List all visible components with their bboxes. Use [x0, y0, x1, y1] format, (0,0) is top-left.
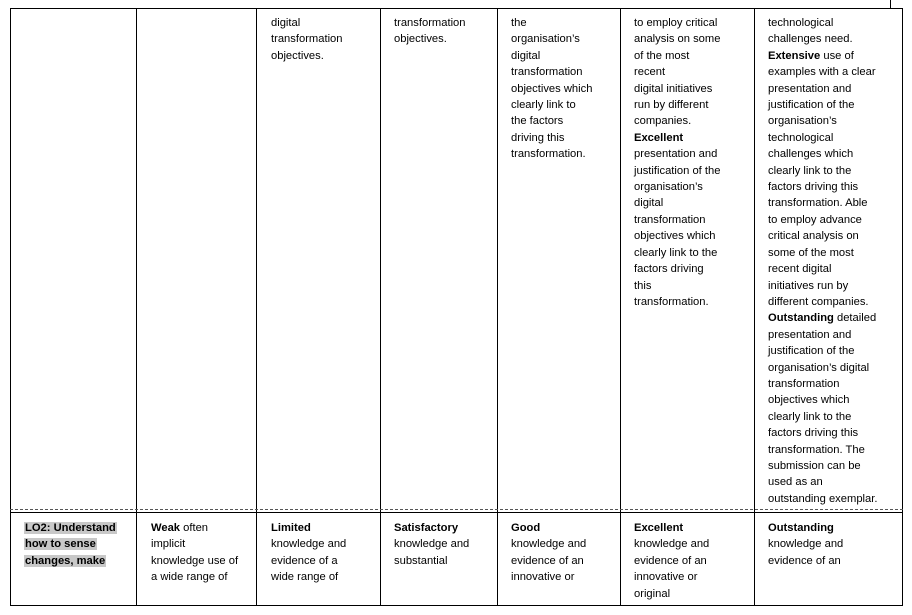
text-line-mixed [768, 310, 877, 326]
text-line: technological [768, 17, 834, 29]
text-line: organisation’s [768, 115, 837, 128]
text-line: justification of the [768, 99, 855, 112]
text-line: outstanding exemplar. [768, 492, 878, 505]
text-line: factors driving this [768, 427, 859, 440]
margin-mark [890, 0, 891, 8]
table-bottom-border [10, 605, 903, 606]
text-line: some of the most [768, 246, 854, 259]
text-line: examples with a clear [768, 66, 876, 79]
continued-cell-good [511, 15, 592, 163]
lo2-good-cell [511, 520, 586, 586]
outcome-text: LO2: Understand [25, 522, 116, 534]
lo2-outcome-cell [24, 520, 117, 569]
text-line: evidence of a [271, 554, 338, 567]
continued-cell-limited [271, 15, 343, 64]
text-line: knowledge and [394, 538, 470, 551]
col-border-2 [256, 8, 257, 606]
text-line: analysis on some [634, 33, 721, 46]
outcome-text: changes, make [25, 554, 106, 567]
text-fragment: detailed [833, 312, 877, 325]
text-line: evidence of an [511, 554, 584, 567]
text-line: knowledge and [511, 538, 587, 551]
outcome-line [24, 520, 117, 536]
text-line: the factors [511, 115, 564, 128]
col-border-4 [497, 8, 498, 606]
text-line: this [634, 279, 652, 292]
text-line: knowledge and [634, 538, 710, 551]
text-line: clearly link to [511, 99, 576, 112]
text-line: clearly link to the [634, 246, 718, 259]
text-line: digital [634, 197, 664, 210]
text-line: factors driving [634, 263, 704, 276]
text-line: critical analysis on [768, 230, 859, 243]
text-line: organisation’s [511, 33, 580, 46]
text-fragment: often [180, 522, 209, 534]
text-line: presentation and [768, 82, 852, 95]
outcome-line [24, 536, 117, 552]
lo2-weak-cell [151, 520, 238, 586]
text-line: driving this [511, 131, 565, 144]
outcome-line [24, 553, 117, 569]
text-line: organisation’s digital [768, 361, 870, 374]
col-border-3 [380, 8, 381, 606]
lo2-limited-cell [271, 520, 346, 586]
text-line: innovative or [634, 571, 698, 584]
text-line: justification of the [634, 164, 721, 177]
lo2-excellent-cell [634, 520, 709, 602]
continued-cell-excellent [634, 15, 720, 310]
text-line: objectives which [511, 82, 593, 95]
text-line: the [511, 17, 527, 29]
text-line: innovative or [511, 571, 575, 584]
text-line: companies. [634, 115, 692, 128]
text-line: justification of the [768, 345, 855, 358]
text-line: implicit [151, 538, 186, 551]
table-top-border [10, 8, 903, 9]
text-line: knowledge and [768, 538, 844, 551]
text-line: transformation. [511, 148, 586, 161]
col-border-6 [754, 8, 755, 606]
text-line: substantial [394, 554, 448, 567]
text-line: challenges need. [768, 33, 853, 46]
text-line: transformation [394, 17, 466, 29]
grade-keyword: Outstanding [768, 312, 834, 325]
col-border-7 [902, 8, 903, 606]
row-border [10, 512, 903, 513]
col-border-0 [10, 8, 11, 606]
outcome-text: how to sense [25, 538, 96, 551]
text-line: objectives which [768, 394, 850, 407]
text-line: digital initiatives [634, 82, 713, 95]
text-line: wide range of [271, 571, 339, 584]
text-line: of the most [634, 49, 690, 62]
text-line: organisation’s [634, 181, 703, 194]
text-line-mixed [151, 520, 238, 536]
col-border-5 [620, 8, 621, 606]
text-line: recent [634, 66, 666, 79]
grade-keyword: Good [511, 522, 541, 534]
text-line: evidence of an [634, 554, 707, 567]
text-line: knowledge use of [151, 554, 239, 567]
text-line: knowledge and [271, 538, 347, 551]
text-line: clearly link to the [768, 410, 852, 423]
grade-keyword: Extensive [768, 49, 821, 62]
lo2-satisfactory-cell [394, 520, 469, 569]
text-line: transformation [634, 213, 706, 226]
grade-keyword: Excellent [634, 131, 684, 144]
text-line: used as an [768, 476, 823, 489]
text-line: challenges which [768, 148, 854, 161]
text-line: digital [511, 49, 541, 62]
col-border-1 [136, 8, 137, 606]
text-line: a wide range of [151, 571, 228, 584]
grade-keyword: Weak [151, 522, 181, 534]
text-line: different companies. [768, 295, 869, 308]
text-line: technological [768, 131, 834, 144]
text-line: transformation [768, 377, 840, 390]
text-line: factors driving this [768, 181, 859, 194]
text-line: transformation. [634, 295, 709, 308]
continued-cell-outstanding [768, 15, 877, 507]
text-line: transformation [271, 33, 343, 46]
lo2-outstanding-cell [768, 520, 843, 569]
text-line: original [634, 587, 671, 600]
text-line: submission can be [768, 459, 861, 472]
page-break-line [10, 509, 903, 510]
text-line: presentation and [768, 328, 852, 341]
text-line-mixed [768, 48, 877, 64]
text-line: transformation. The [768, 443, 865, 456]
grade-keyword: Limited [271, 522, 311, 534]
text-line: to employ advance [768, 213, 862, 226]
text-line: run by different [634, 99, 709, 112]
text-line: to employ critical [634, 17, 718, 29]
text-line: objectives which [634, 230, 716, 243]
text-line: clearly link to the [768, 164, 852, 177]
text-line: presentation and [634, 148, 718, 161]
text-line: recent digital [768, 263, 832, 276]
text-line: objectives. [271, 49, 324, 62]
text-line: transformation. Able [768, 197, 868, 210]
text-line: transformation [511, 66, 583, 79]
text-line: initiatives run by [768, 279, 849, 292]
text-line: digital [271, 17, 301, 29]
text-fragment: use of [820, 49, 854, 62]
continued-cell-satisfactory [394, 15, 466, 48]
grade-keyword: Satisfactory [394, 522, 459, 534]
grade-keyword: Outstanding [768, 522, 834, 534]
text-line: evidence of an [768, 554, 841, 567]
text-line: objectives. [394, 33, 447, 46]
grade-keyword: Excellent [634, 522, 684, 534]
